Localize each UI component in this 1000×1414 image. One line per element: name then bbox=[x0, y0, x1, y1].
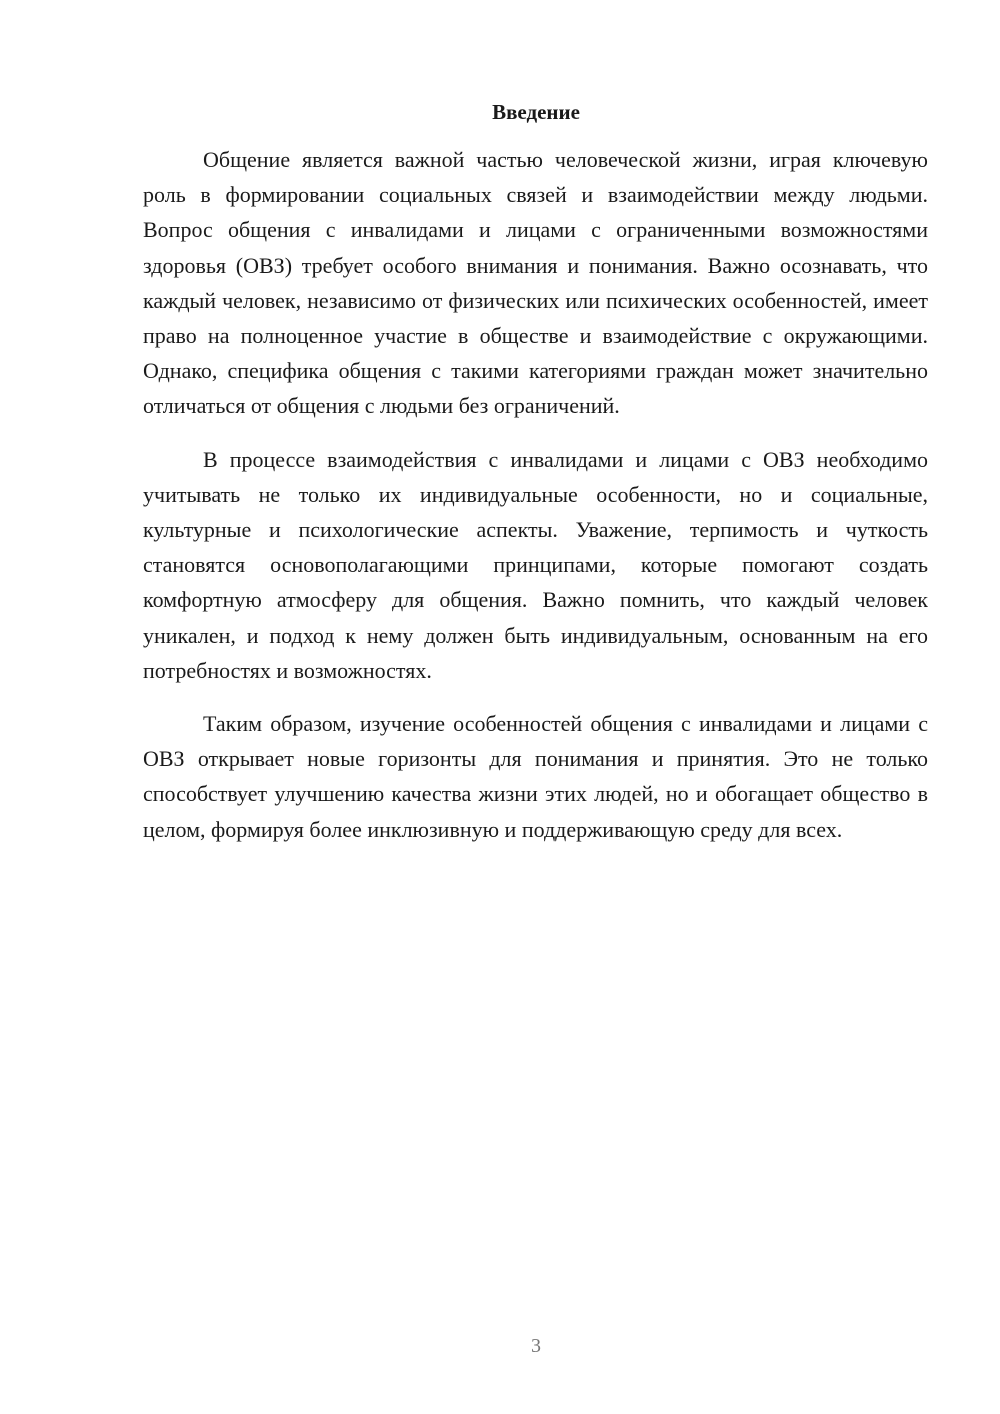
paragraph-3: Таким образом, изучение особенностей общения с инвалидами и лицами с ОВЗ открывает новые горизонты для понимания и принятия. Это не только способствует улучшению качества жизни этих людей, но и обогащает общество в целом, формируя более инклюзивную и поддерживающую среду для всех. bbox=[143, 711, 928, 842]
body-text bbox=[143, 142, 928, 847]
paragraph-2: В процессе взаимодействия с инвалидами и лицами с ОВЗ необходимо учитывать не только их индивидуальные особенности, но и социальные, культурные и психологические аспекты. Уважение, терпимость и чуткость становятся основополагающими принципами, которые помогают создать комфортную атмосферу для общения. Важно помнить, что каждый человек уникален, и подход к нему должен быть индивидуальным, основанным на его потребностях и возможностях. bbox=[143, 446, 928, 683]
page-title: Введение bbox=[492, 100, 580, 124]
paragraph-1: Общение является важной частью человеческой жизни, играя ключевую роль в формировании социальных связей и взаимодействии между людьми. Вопрос общения с инвалидами и лицами с ограниченными возможностями здоровья (ОВЗ) требует особого внимания и понимания. Важно осознавать, что каждый человек, независимо от физических или психических особенностей, имеет право на полноценное участие в обществе и взаимодействие с окружающими. Однако, специфика общения с такими категориями граждан может значительно отличаться от общения с людьми без ограничений. bbox=[143, 147, 928, 419]
page-number: 3 bbox=[531, 1335, 541, 1357]
